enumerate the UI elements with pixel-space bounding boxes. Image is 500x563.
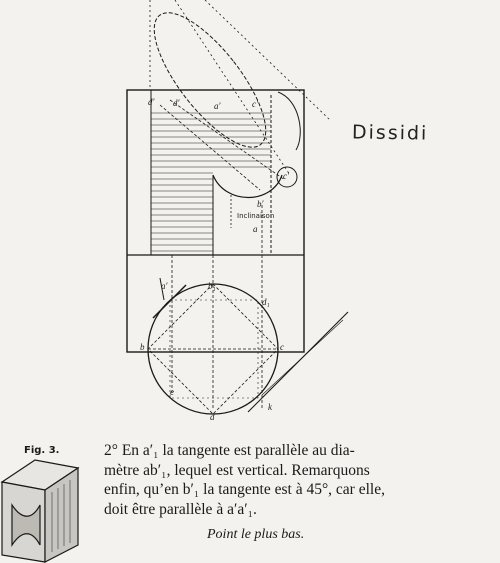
svg-text:d′: d′: [148, 97, 155, 107]
svg-text:d: d: [210, 412, 215, 422]
paragraph-line: 2° En a′₁ la tangente est parallèle au dia-: [104, 442, 355, 459]
paragraph-line: enfin, qu’en b′₁ la tangente est à 45°, car elle,: [104, 481, 385, 498]
figure-label: Fig. 3.: [24, 445, 60, 456]
svg-text:d′: d′: [173, 98, 180, 108]
svg-text:Inclinaison: Inclinaison: [237, 212, 275, 220]
svg-text:k: k: [268, 402, 272, 412]
svg-text:e: e: [170, 387, 174, 397]
svg-text:a′: a′: [161, 281, 168, 291]
svg-text:c: c: [280, 342, 284, 352]
section-caption: Point le plus bas.: [207, 527, 305, 542]
svg-text:b: b: [140, 342, 145, 352]
paragraph-line: doit être parallèle à a′a′₁.: [104, 500, 257, 518]
svg-text:c′: c′: [252, 99, 258, 109]
paragraph-line: mètre ab′₁, lequel est vertical. Remarquons: [104, 461, 370, 479]
svg-text:d₁: d₁: [262, 297, 270, 307]
svg-text:b₁: b₁: [208, 281, 216, 291]
svg-text:a: a: [253, 224, 258, 234]
body-paragraph: [104, 441, 444, 519]
handwritten-note: Dissidi: [351, 121, 429, 145]
svg-text:c′: c′: [283, 171, 289, 181]
diagram-labels: [140, 97, 290, 422]
fig3-illustration: [2, 460, 78, 562]
svg-text:b′: b′: [257, 199, 264, 209]
svg-text:a′: a′: [214, 101, 221, 111]
